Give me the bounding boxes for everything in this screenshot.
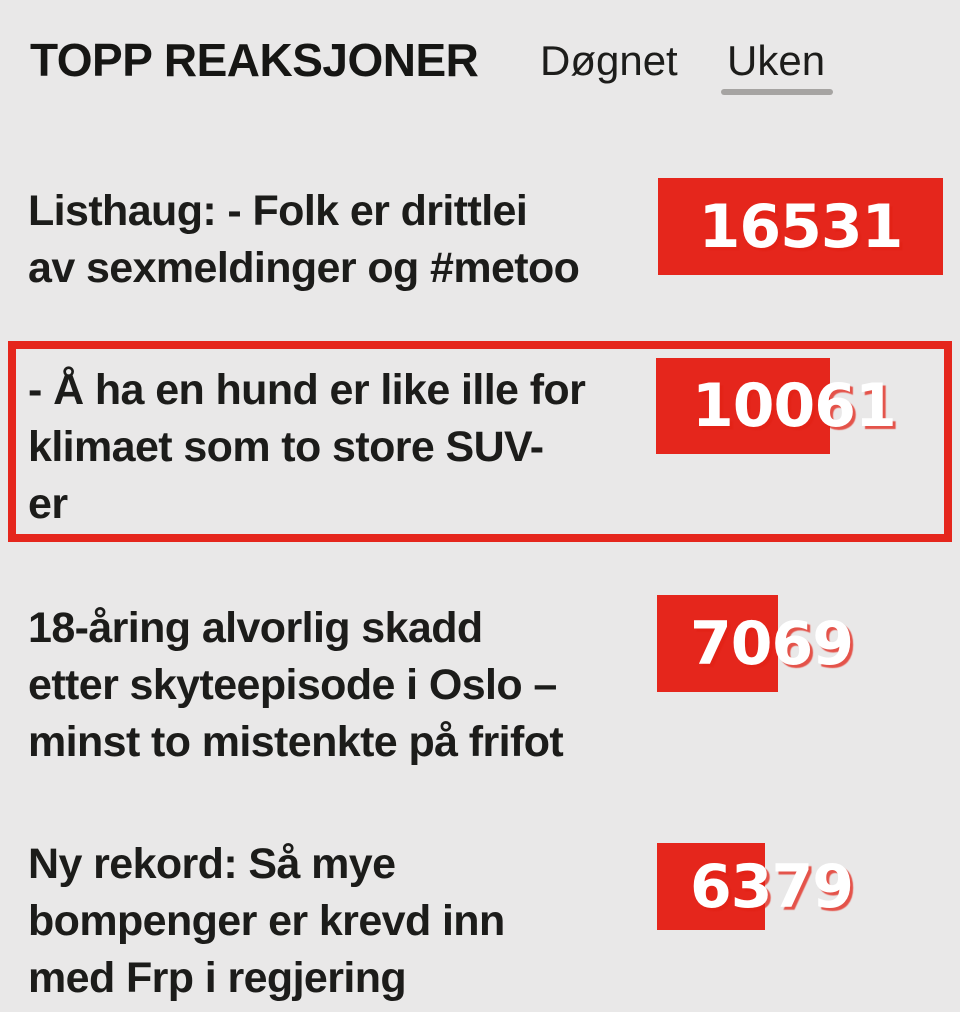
headline-line: 18-åring alvorlig skadd — [28, 604, 483, 652]
tab-dognet[interactable]: Døgnet — [540, 37, 678, 84]
reaction-count: 7069 — [690, 608, 853, 679]
headline-line: med Frp i regjering — [28, 954, 407, 1002]
reaction-count-badge — [657, 595, 853, 692]
reaction-count-badge — [656, 358, 896, 454]
reaction-count-badge — [657, 843, 853, 930]
headline-line: er — [28, 480, 68, 528]
headline-line: av sexmeldinger og #metoo — [28, 244, 580, 292]
headline-bompenger[interactable] — [28, 836, 653, 1007]
headline-skyteepisode[interactable] — [28, 600, 653, 771]
headline-line: - Å ha en hund er like ille for — [28, 366, 586, 414]
reaction-count-badge — [658, 178, 943, 275]
headline-line: bompenger er krevd inn — [28, 897, 505, 945]
headline-line: minst to mistenkte på frifot — [28, 718, 564, 766]
reaction-count: 16531 — [698, 191, 903, 262]
headline-line: Ny rekord: Så mye — [28, 840, 396, 888]
headline-line: etter skyteepisode i Oslo – — [28, 661, 557, 709]
reaction-count: 6379 — [690, 851, 853, 922]
tab-uken[interactable]: Uken — [727, 37, 826, 84]
reaction-count: 10061 — [692, 371, 896, 441]
headline-listhaug[interactable] — [28, 183, 653, 297]
headline-line: klimaet som to store SUV- — [28, 423, 544, 471]
headline-line: Listhaug: - Folk er drittlei — [28, 187, 528, 235]
widget-title: TOPP REAKSJONER — [30, 34, 479, 86]
headline-hund-klima[interactable] — [28, 362, 653, 533]
active-tab-underline — [721, 89, 833, 95]
